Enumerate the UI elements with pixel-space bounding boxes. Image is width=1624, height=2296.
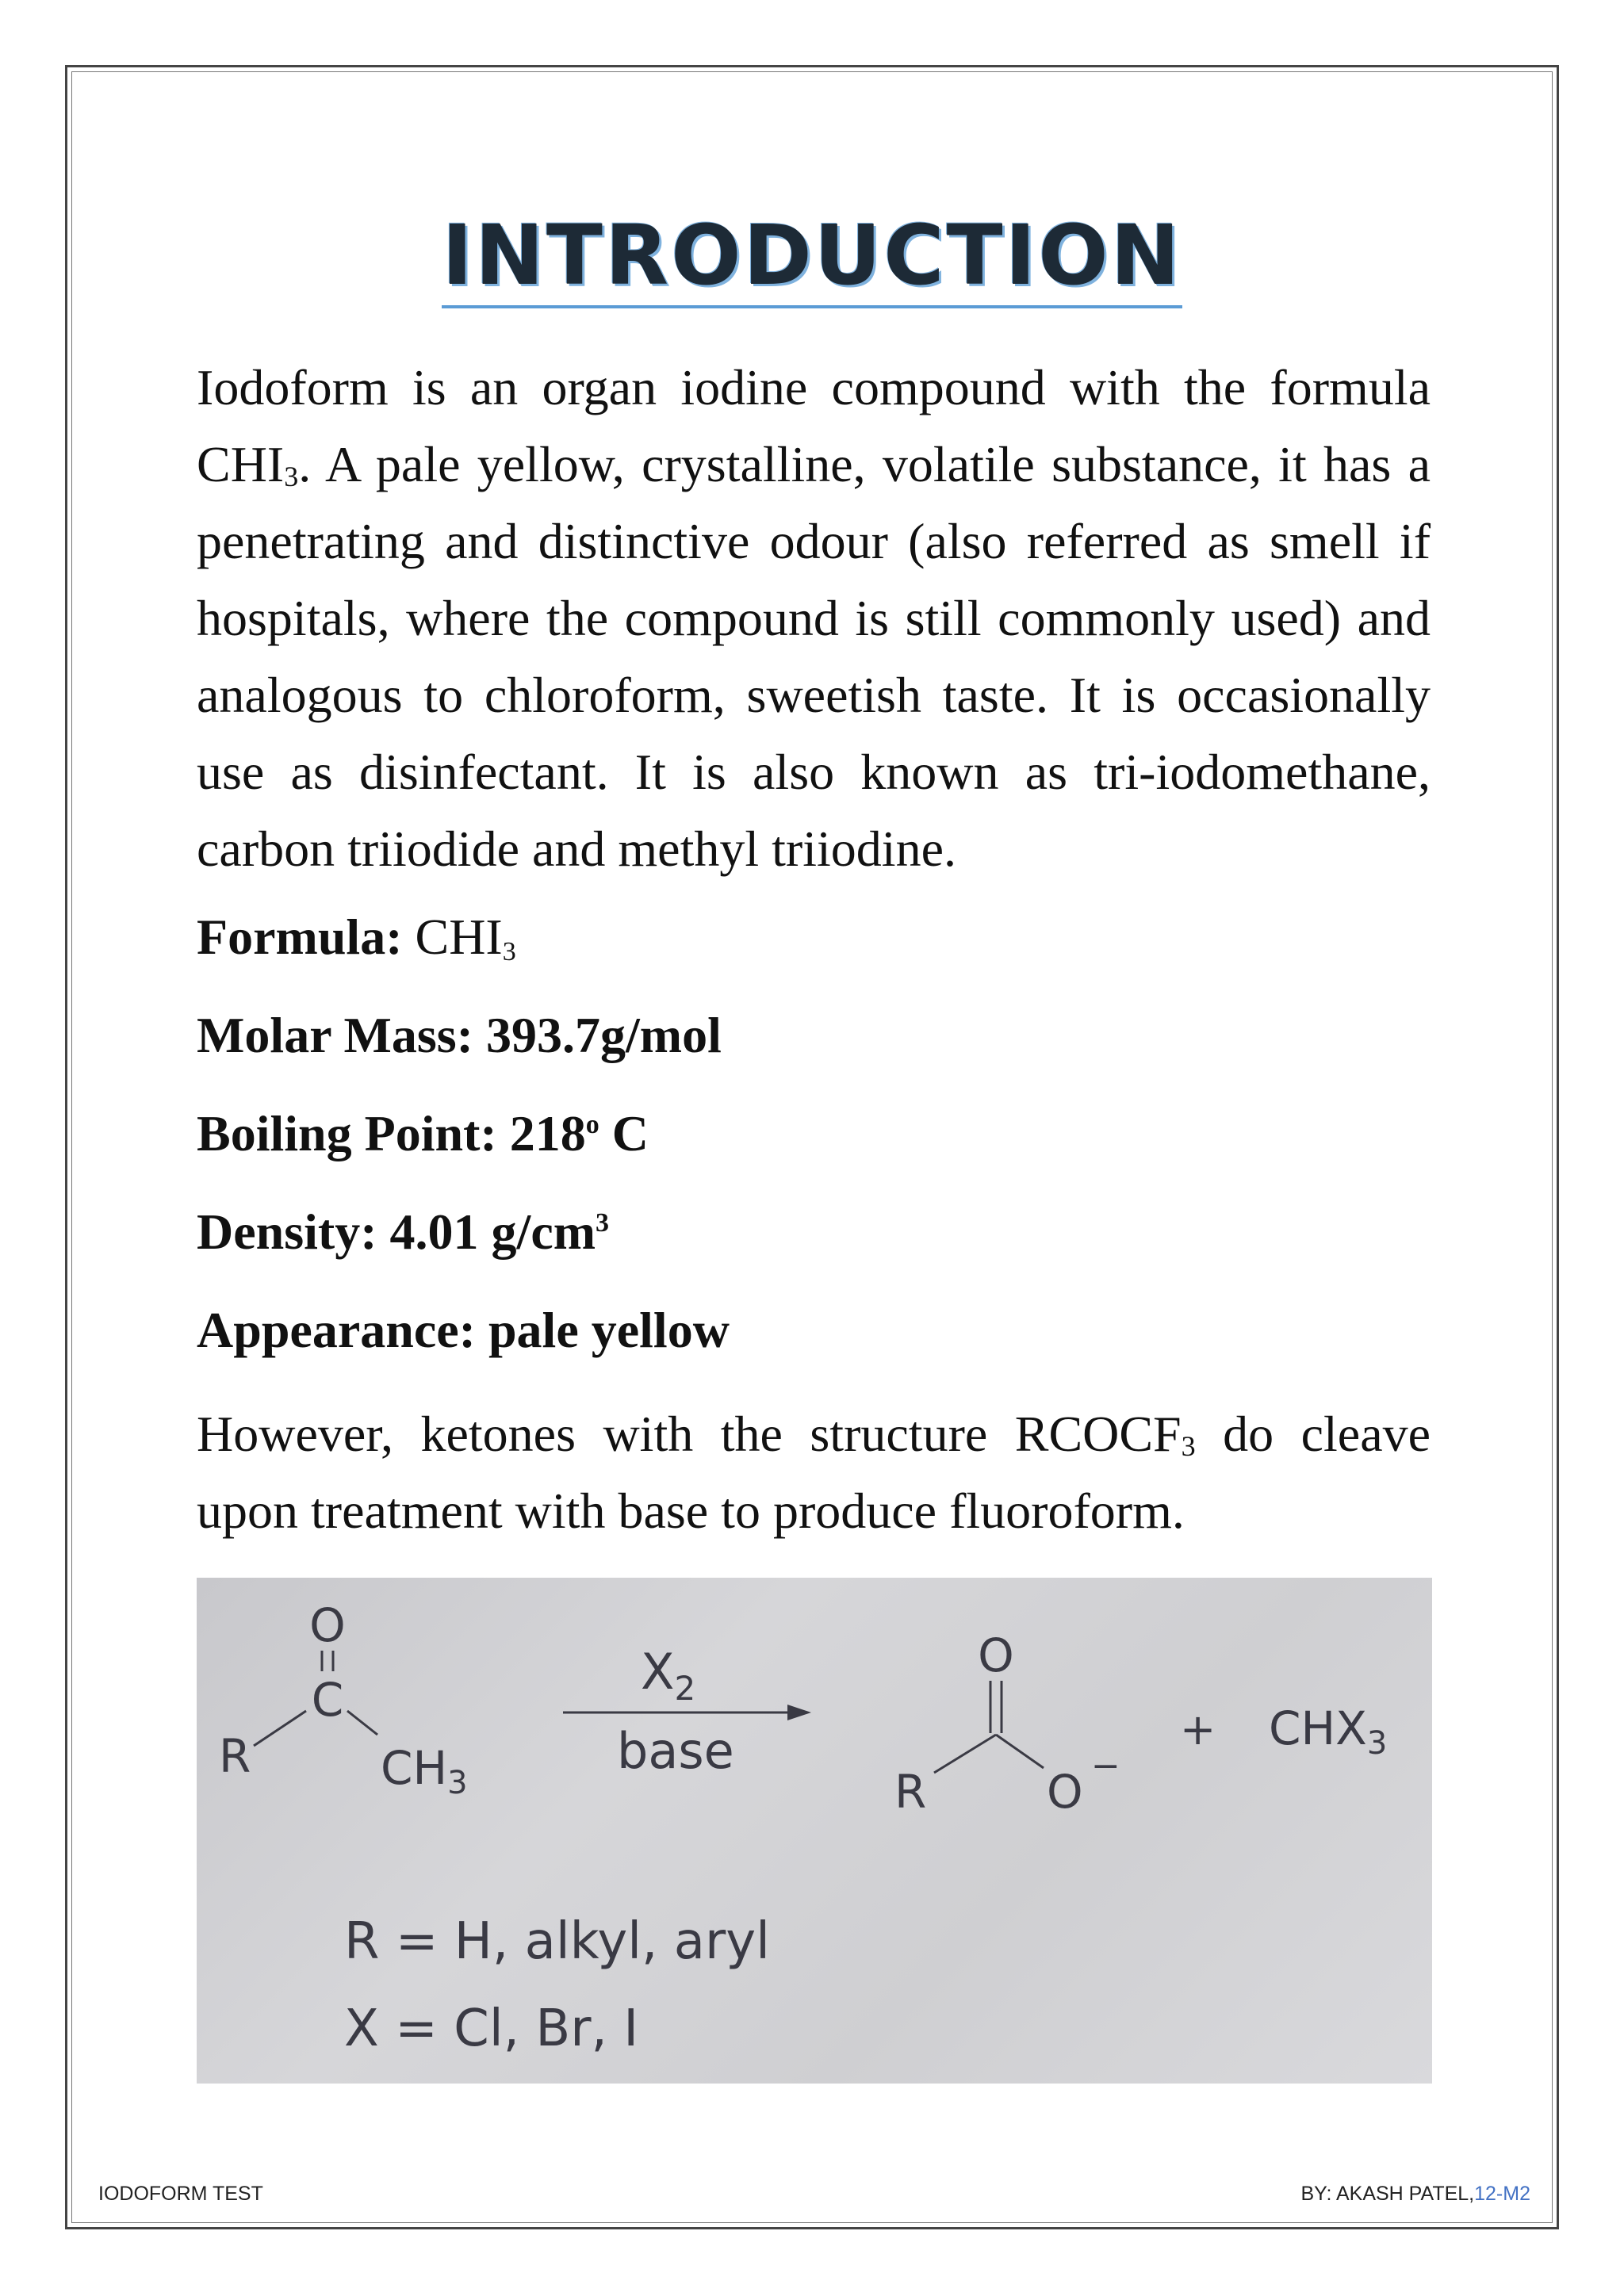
reactant-carbonyl-oxygen: O (309, 1598, 346, 1652)
reactant-r-group: R (219, 1729, 251, 1783)
property-molar-mass: Molar Mass: 393.7g/mol (197, 1007, 722, 1063)
property-density: Density: 4.01 $g/cm^3$ (197, 1203, 610, 1260)
product-negative-charge: − (1091, 1746, 1120, 1786)
footer-right: BY: AKASH PATEL,12-M2 (1300, 2183, 1530, 2205)
reactant-methyl: $CH_3$ (381, 1741, 468, 1801)
reactant-carbon: C (311, 1673, 344, 1727)
reactant-bond-r (254, 1711, 306, 1746)
property-formula: Formula: $CHI_3$ (197, 909, 516, 966)
intro-paragraph: Iodoform is an organ iodine compound with the formula $CHI_3$. A pale yellow, crystalline, volatile substance, it has a penetrating and distinctive odour (also referred as smell if hospitals, where the compound is still commonly used) and analogous to chloroform, sweetish taste. It is occasionally use as disinfectant. It is also known as tri-iodomethane, carbon triiodide and methyl triiodine. (197, 359, 1431, 877)
byproduct-haloform: $CHX_3$ (1269, 1701, 1388, 1762)
reaction-plus-sign: + (1180, 1705, 1216, 1755)
product-r-group: R (894, 1765, 927, 1819)
footer-left: IODOFORM TEST (98, 2183, 263, 2205)
reagent-base: base (617, 1722, 734, 1780)
footer-class: 12-M2 (1474, 2183, 1530, 2205)
property-boiling-point: Boiling Point: 218$^o$ C (197, 1105, 649, 1161)
haloform-reaction-figure (197, 1578, 1432, 2084)
product-carbonyl-oxygen: O (978, 1628, 1014, 1682)
product-bond-o (996, 1735, 1044, 1768)
reactant-bond-ch3 (347, 1711, 377, 1735)
legend-r-definition: R = H, alkyl, aryl (344, 1912, 770, 1971)
reagent-halogen: $X_2$ (641, 1643, 696, 1708)
product-bond-r (934, 1735, 996, 1773)
legend-x-definition: X = Cl, Br, I (344, 1999, 639, 2058)
fluoroform-note: However, ketones with the structure $RCOCF_3$ do cleave upon treatment with base to produce fluoroform. (197, 1406, 1431, 1539)
product-carboxylate-oxygen: O (1047, 1765, 1083, 1819)
property-appearance: Appearance: pale yellow (197, 1302, 730, 1358)
reaction-scheme (197, 1578, 1432, 2084)
reaction-arrow-head (787, 1705, 811, 1720)
page-title: INTRODUCTION (0, 208, 1624, 303)
